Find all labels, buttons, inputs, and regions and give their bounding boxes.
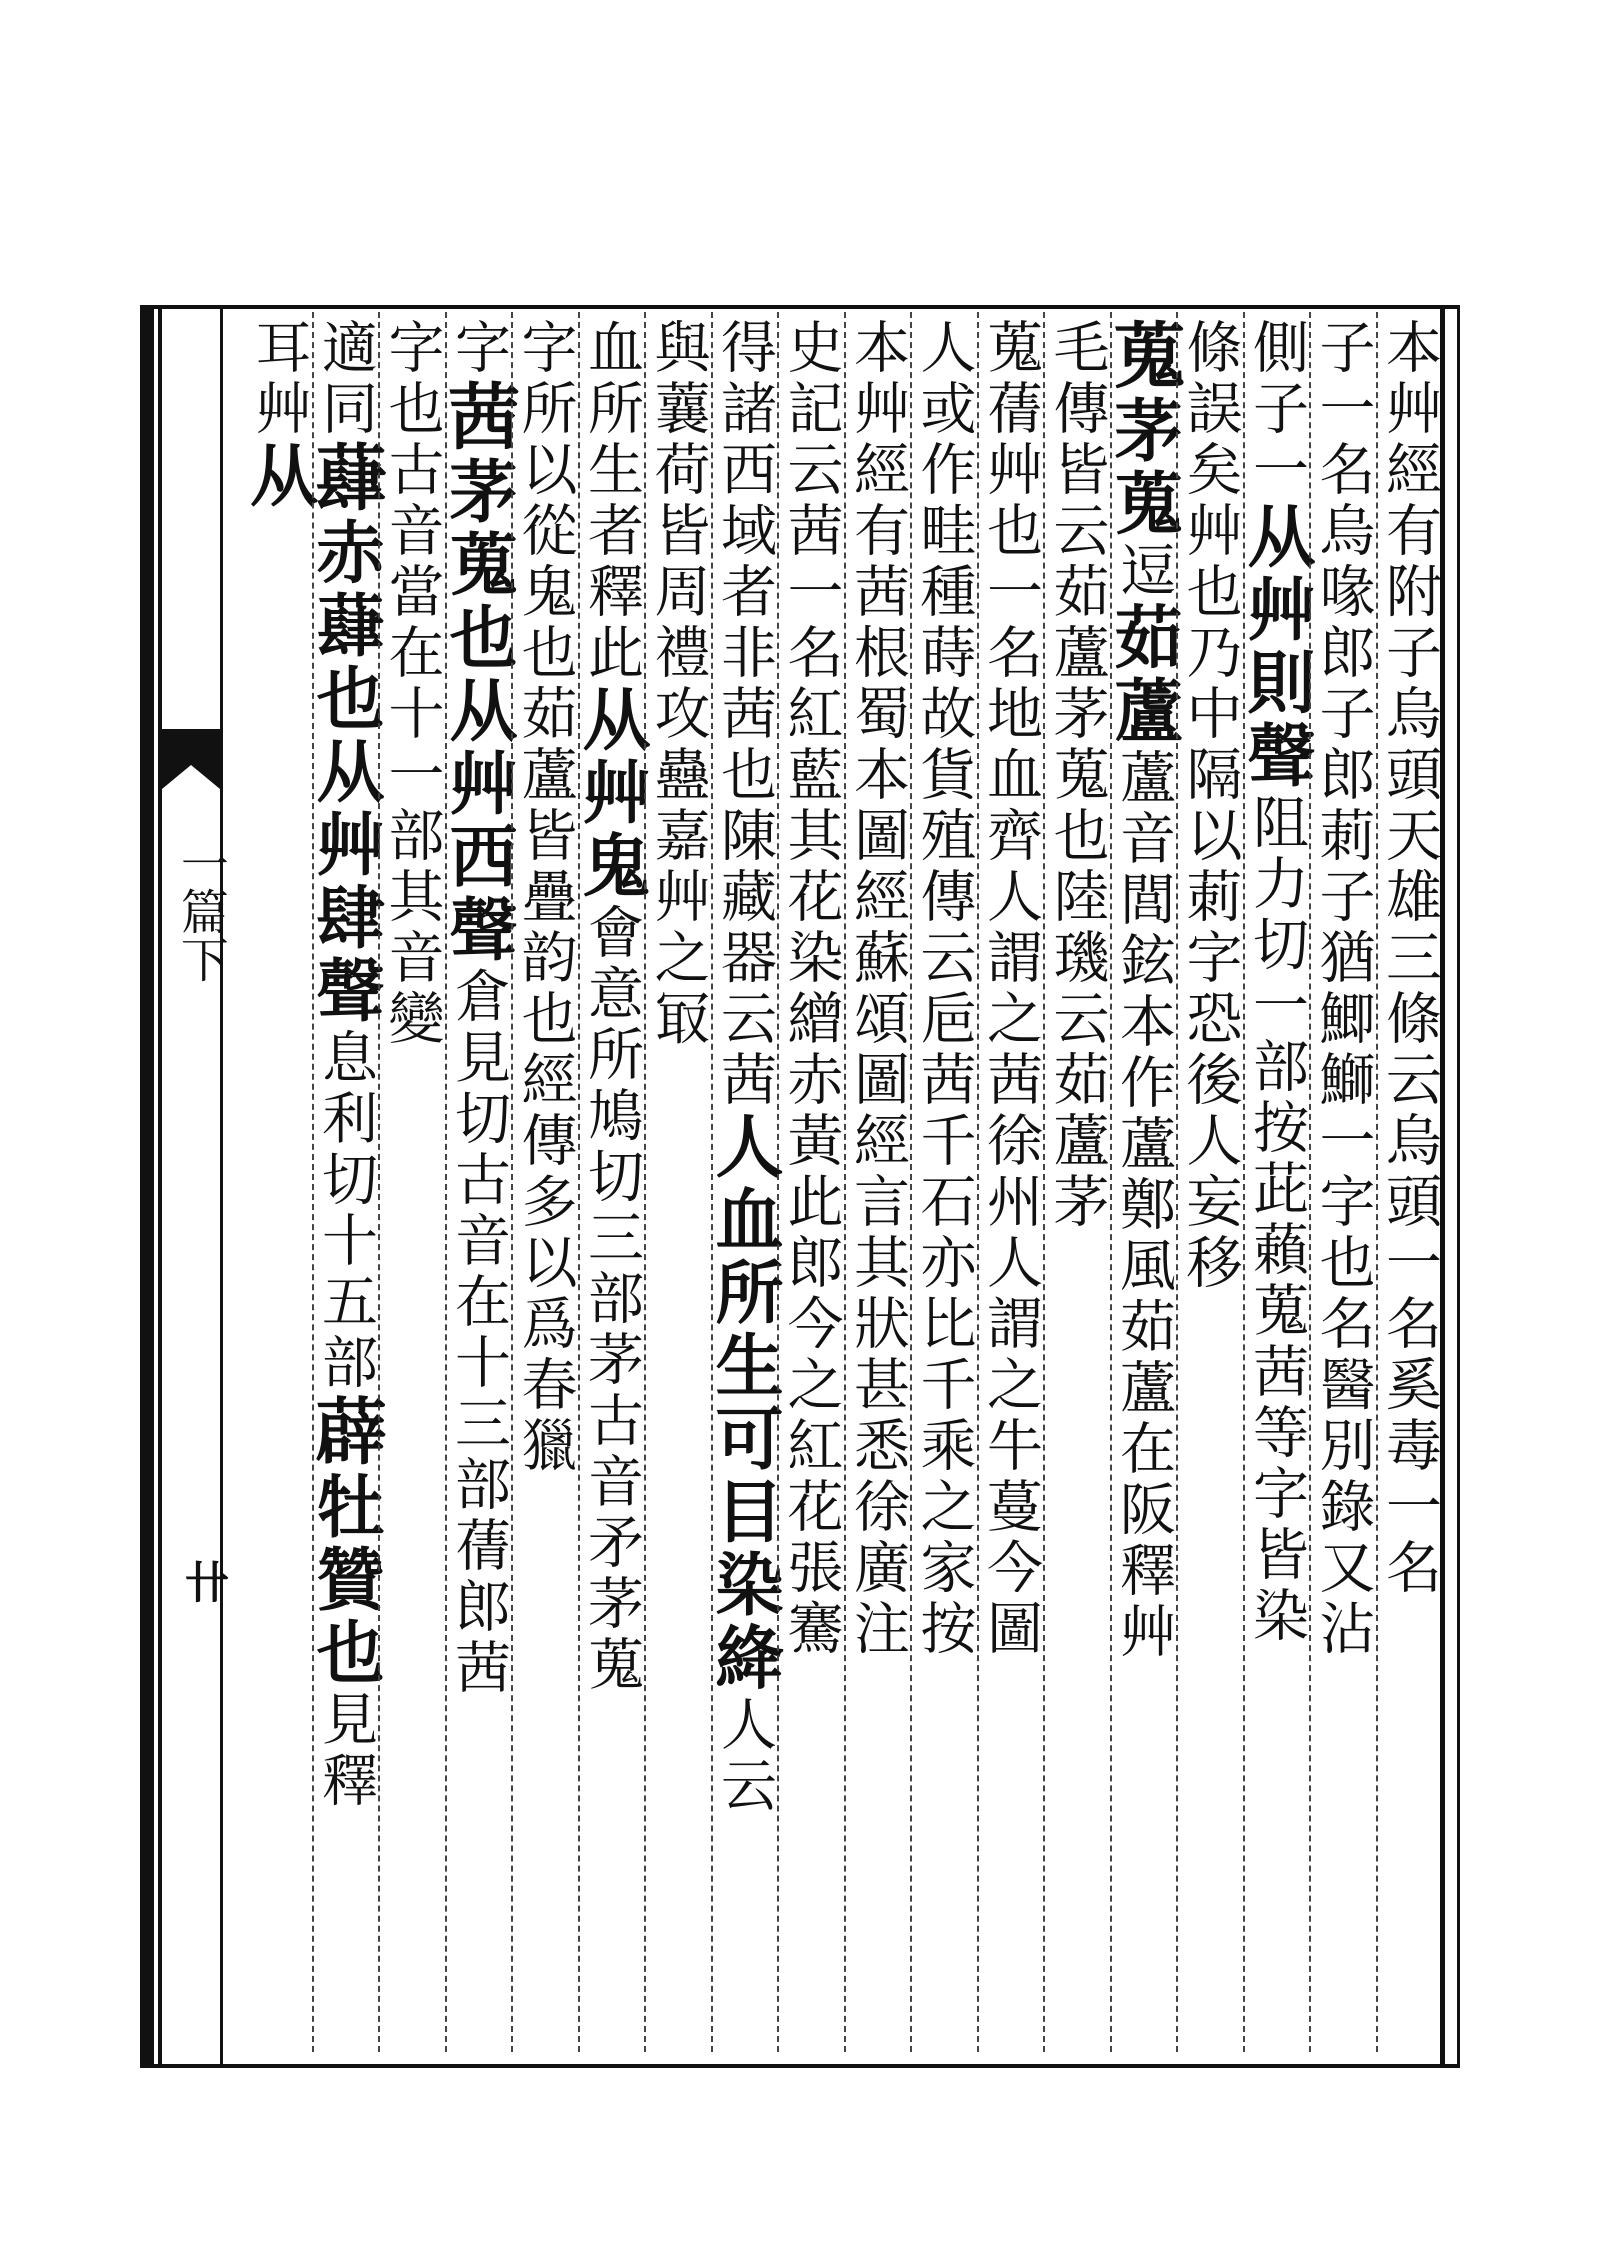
- text-column: [303, 312, 387, 2052]
- commentary-text: 本艸經有茜根蜀本圖經蘇頌圖經言其狀甚悉徐廣注: [845, 318, 910, 1660]
- commentary-text: 息利切十五部: [313, 1028, 378, 1394]
- commentary-text: 艸也乃中隔以莿字恐後人妄移: [1177, 501, 1243, 1294]
- headword-text: 茹蘆: [1103, 602, 1183, 748]
- text-column: [1043, 312, 1110, 2052]
- commentary-text: 血所生者釋此: [579, 318, 644, 684]
- commentary-text: 字也古音當在十一部其音變: [379, 318, 445, 1050]
- commentary-text: 茹蘆皆疊韵也經傳多以爲春獵: [512, 684, 578, 1477]
- text-column: [378, 312, 445, 2052]
- headword-text: 从: [238, 440, 319, 513]
- headword-text: 茅蒐: [1103, 395, 1183, 541]
- commentary-text: 毛傳皆云茹蘆茅蒐也陸璣云茹蘆茅: [1044, 318, 1110, 1233]
- commentary-text: 適同: [313, 318, 378, 440]
- headword-text: 从艸鬼: [571, 684, 651, 903]
- commentary-text: 倉見切古音在十三部蒨郎茜: [446, 967, 511, 1699]
- headword-text: 赤蕼也从艸肆聲: [305, 517, 385, 1028]
- text-column: [511, 312, 578, 2052]
- text-column: [238, 312, 319, 2052]
- seal-character: 茜: [436, 379, 520, 456]
- frame-left-border: [140, 309, 154, 2064]
- commentary-text: 字: [446, 318, 511, 379]
- commentary-text: 字所以從鬼也: [512, 318, 578, 684]
- text-column: [436, 312, 520, 2052]
- text-column: [1309, 312, 1376, 2052]
- text-column: [571, 312, 651, 2052]
- commentary-text: 蒐蒨艸也一名地血齊人謂之茜徐州人謂之牛蔓今圖: [978, 318, 1043, 1660]
- gutter-section-label: 一篇下: [172, 839, 229, 983]
- commentary-text: 人或作畦種蒔故貨殖傳云巵茜千石亦比千乘之家按: [911, 318, 977, 1660]
- commentary-text: 側子一: [1244, 318, 1309, 501]
- commentary-text: 蘆音閭鉉本作蘆鄭風茹蘆在阪釋艸: [1111, 748, 1176, 1663]
- text-column: [977, 312, 1044, 2052]
- text-column: [1176, 312, 1243, 2052]
- commentary-text: 阻力切一部按茈藾蒐茜等字皆染: [1244, 793, 1309, 1647]
- seal-character: 薜: [303, 1394, 387, 1471]
- headword-text: 牡贊也: [305, 1471, 385, 1690]
- commentary-text: 得諸西域者非茜也陳藏器云茜: [712, 318, 777, 1111]
- text-column: [910, 312, 977, 2052]
- commentary-text: 艸: [246, 379, 312, 440]
- frame-right-border: [1440, 309, 1460, 2064]
- text-column: [777, 312, 844, 2052]
- text-column: [704, 312, 784, 2052]
- gutter-page-number: 卄: [177, 1559, 228, 1603]
- commentary-text: 子一名烏喙郎子郎莿子猶鯽鰤一字也名醫別錄又沾: [1310, 318, 1376, 1660]
- commentary-text: 見釋: [313, 1690, 378, 1812]
- commentary-text: 本艸經有附子烏頭天雄三條云烏頭一名奚毒一名: [1377, 318, 1442, 1599]
- text-columns: [238, 312, 1442, 2052]
- commentary-text: 與蘘荷皆周禮攻蠱嘉艸之冣: [645, 318, 711, 1050]
- text-column: [644, 312, 711, 2052]
- headword-text: 茅蒐也从艸西聲: [438, 456, 518, 967]
- seal-character: 蒐: [1101, 318, 1185, 395]
- text-column: [1236, 312, 1316, 2052]
- text-column: [844, 312, 911, 2052]
- commentary-text: 逗: [1111, 541, 1176, 602]
- commentary-text: 條誤矣: [1177, 318, 1243, 501]
- book-gutter: [162, 309, 229, 2064]
- seal-character: 蕼: [303, 440, 387, 517]
- headword-text: 从艸則聲: [1236, 501, 1316, 793]
- text-column: [1376, 312, 1443, 2052]
- headword-text: 人血所生可目染絳: [704, 1111, 784, 1695]
- commentary-text: 史記云茜一名紅藍其花染繒赤黃此郎今之紅花張騫: [778, 318, 844, 1660]
- commentary-text: 會意所鳩切三部茅古音矛茅蒐: [579, 903, 644, 1696]
- commentary-text: 耳: [246, 318, 312, 379]
- commentary-text: 人云: [712, 1695, 777, 1817]
- text-column: [1101, 312, 1185, 2052]
